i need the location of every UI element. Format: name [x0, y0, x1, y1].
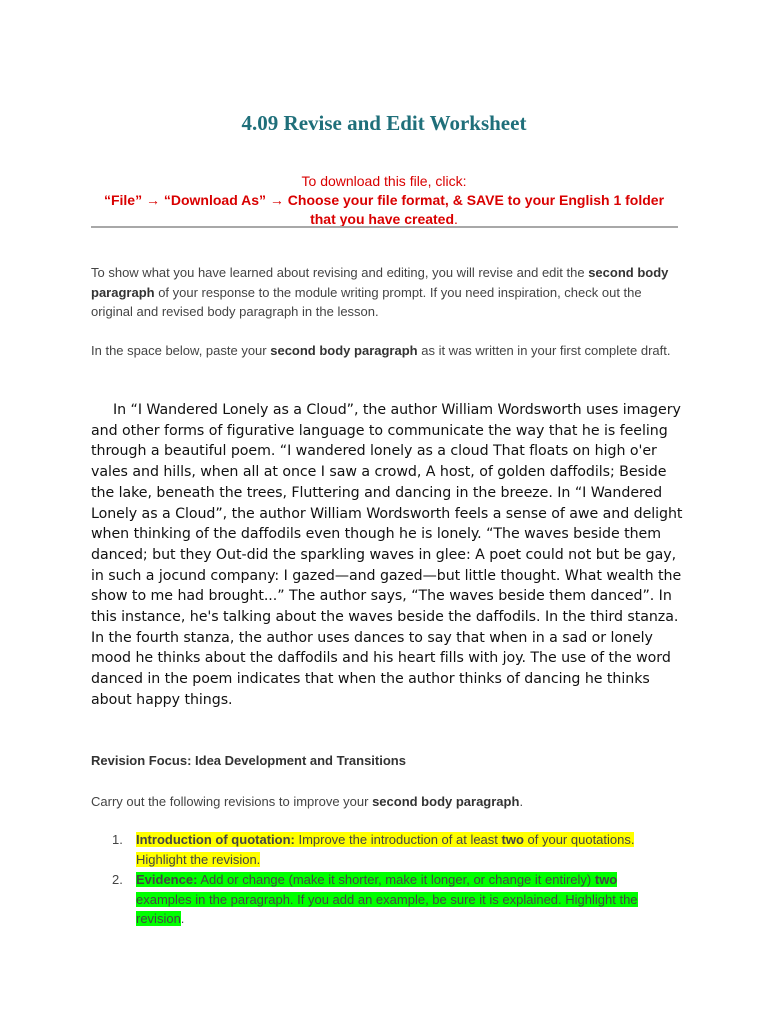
page-title: 4.09 Revise and Edit Worksheet [241, 111, 527, 135]
revision-focus-heading: Revision Focus: Idea Development and Transitions [91, 753, 406, 768]
intro-bold: second body paragraph [91, 265, 669, 300]
intro-text-2: of your response to the module writing prompt. If you need inspiration, check out the original and revised body paragraph in the lesson. [91, 284, 642, 319]
item-text-2: of your quotations. Highlight the revision. [136, 832, 635, 867]
paste-instructions [91, 341, 681, 361]
item-bold: two [594, 872, 618, 887]
paste-bold: second body paragraph [270, 343, 418, 358]
item-text-1: Add or change (make it shorter, make it longer, or change it entirely) [197, 872, 595, 887]
item-label: Introduction of quotation: [136, 832, 295, 847]
paste-text-1: In the space below, paste your [91, 343, 271, 358]
item-text-2: examples in the paragraph. If you add an example, be sure it is explained. Highlight the revision [136, 891, 638, 926]
download-period: . [454, 211, 458, 227]
download-instructions [92, 172, 676, 229]
pasted-body-paragraph[interactable]: In “I Wandered Lonely as a Cloud”, the author William Wordsworth uses imagery and other forms of figurative language to communicate the way that he is feeling through a beautiful poem. “I wandered lonely as a cloud That floats on high o'er vales and hills, when all at once I saw a crowd, A host, of golden daffodils; Beside the lake, beneath the trees, Fluttering and dancing in the breeze. In “I Wandered Lonely as a Cloud”, the author William Wordsworth feels a sense of awe and delight when thinking of the daffodils even though he is lonely. “The waves beside them danced; but they Out-did the sparkling waves in glee: A poet could not but be gay, in such a jocund company: I gazed—and gazed—but little thought. What wealth the show to me had brought...” The author says, “The waves beside them danced”. In this instance, he's talking about the waves beside the daffodils. In the third stanza. In the fourth stanza, the author uses dances to say that when in a sad or lonely mood he thinks about the daffodils and his heart fills with joy. The use of the word danced in the poem indicates that when the author thinks of dancing he thinks about happy things. [91, 402, 683, 708]
divider-line [91, 226, 678, 228]
list-item-text [136, 830, 676, 869]
list-number: 2. [112, 872, 123, 887]
item-text-1: Improve the introduction of at least [294, 832, 502, 847]
download-line-1: To download this file, click: [301, 173, 467, 189]
item-label: Evidence: [136, 872, 198, 887]
intro-paragraph [91, 263, 681, 322]
carry-text-1: Carry out the following revisions to improve your [91, 794, 373, 809]
intro-text-1: To show what you have learned about revising and editing, you will revise and edit the [91, 265, 589, 280]
carry-bold: second body paragraph [372, 794, 520, 809]
carry-out-instructions [91, 792, 681, 812]
list-item-text [136, 870, 676, 929]
download-steps: “File” → “Download As” → Choose your file format, & SAVE to your English 1 folder that you have created [103, 192, 665, 227]
paste-text-2: as it was written in your first complete draft. [417, 343, 671, 358]
item-text-3: . [180, 911, 185, 926]
download-line-2 [92, 191, 676, 229]
list-number: 1. [112, 832, 123, 847]
item-bold: two [501, 832, 524, 847]
carry-text-2: . [519, 794, 524, 809]
